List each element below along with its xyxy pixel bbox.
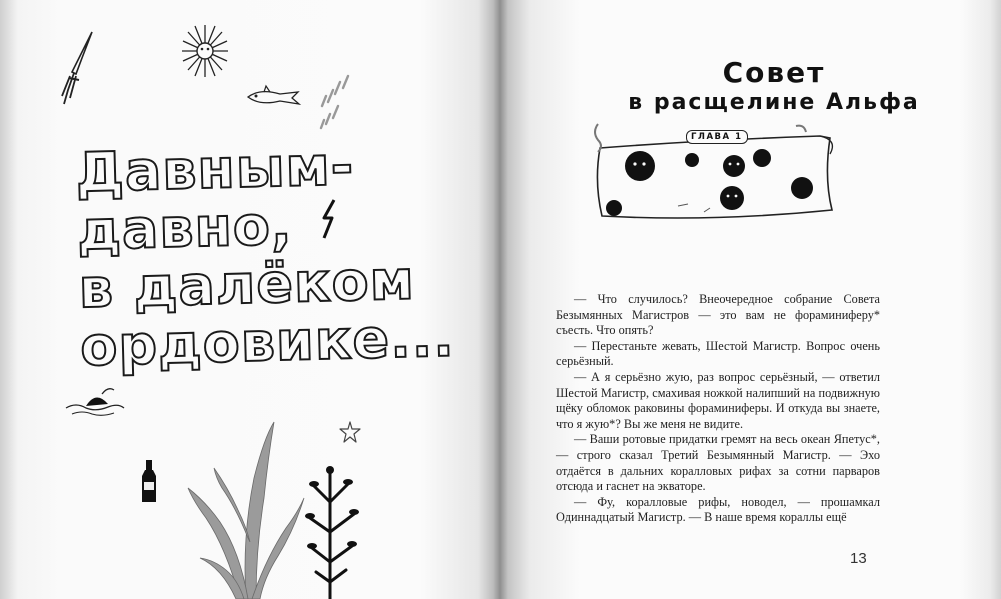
left-page: [0, 0, 496, 599]
title-line-3: в далёком: [77, 248, 416, 321]
page-number: 13: [850, 550, 867, 567]
starfish-doodle-icon: [338, 420, 362, 444]
paragraph: — А я серьёзно жую, раз вопрос серьёзный, — ответил Шестой Магистр, смахивая ножкой налипший на подвижную щёку обломок раковины фораминиферы. И откуда вы знаете, что я жую*? Вы же меня не видите.: [556, 369, 880, 431]
chapter-body-text: [556, 292, 880, 526]
chapter-label: ГЛАВА 1: [686, 130, 748, 144]
sea-urchin-doodle-icon: [180, 22, 230, 80]
fish-doodle-icon: [244, 84, 304, 110]
title-line-1: Давным-: [74, 134, 355, 205]
paragraph: — Ваши ротовые придатки гремят на весь океан Япетус*, — строго сказал Третий Безымянный Магистр. — Эхо отдаётся в дальних коралловых рифах за сотни парваров отсюда и гаснет на экваторе.: [556, 432, 880, 494]
paragraph: — Фу, коралловые рифы, новодел, — прошамкал Одиннадцатый Магистр. — В наше время кораллы ещё: [556, 494, 880, 525]
title-line-4: ордовике...: [79, 305, 456, 379]
bottle-doodle-icon: [136, 458, 162, 504]
hatch-marks-doodle-icon: [318, 72, 358, 132]
title-line-2: давно,: [76, 193, 294, 263]
chapter-title-line-1: Совет: [722, 56, 826, 89]
seaweed-doodle-icon: [186, 418, 306, 599]
left-page-title: [74, 134, 456, 379]
coral-doodle-icon: [300, 462, 364, 599]
swimming-creature-doodle-icon: [62, 382, 128, 418]
paragraph: — Что случилось? Внеочередное собрание Совета Безымянных Магистров — это вам не фораминиферу* съесть. Что опять?: [556, 292, 880, 338]
knife-doodle-icon: [52, 28, 102, 106]
chapter-title-line-2: в расщелине Альфа: [628, 90, 920, 115]
lightning-bolt-icon: [318, 198, 342, 240]
paragraph: — Перестаньте жевать, Шестой Магистр. Вопрос очень серьёзный.: [556, 338, 880, 369]
